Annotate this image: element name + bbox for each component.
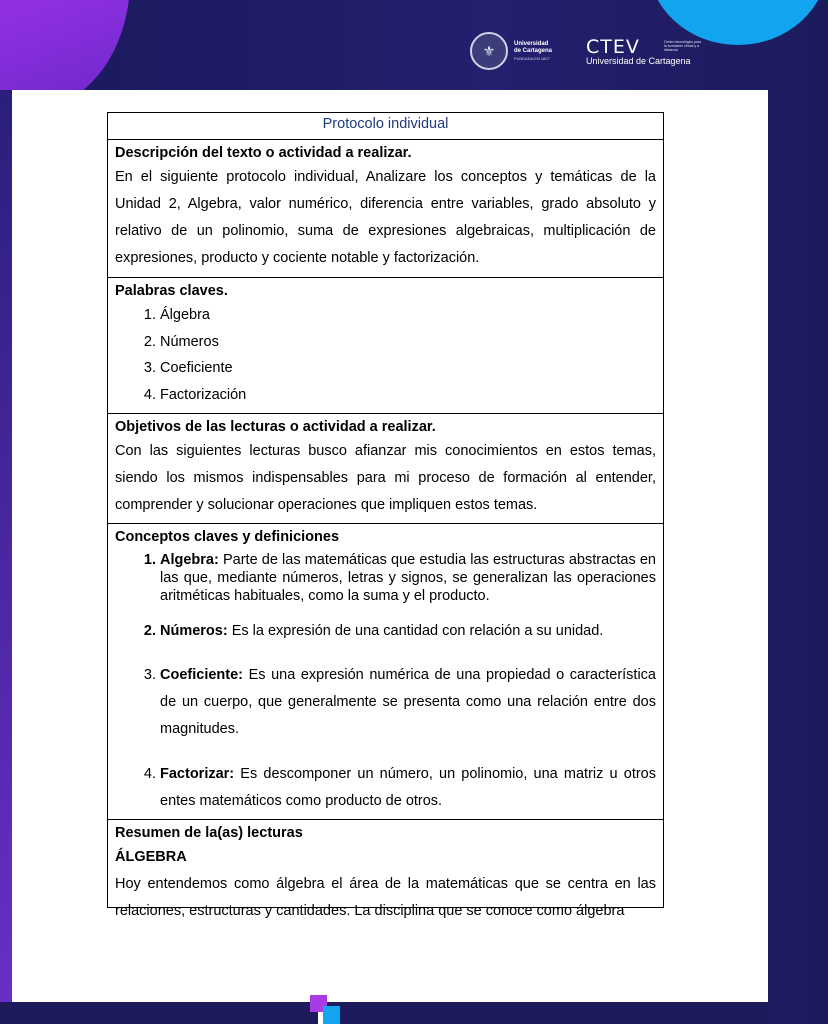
summary-subheading: ÁLGEBRA (115, 849, 187, 865)
summary-section (108, 822, 663, 925)
objectives-text: Con las siguientes lecturas busco afianzar mis conocimientos en estos temas, siendo los mismos indispensables para mi proceso de formación al entender, comprender y solucionar operaciones que impliquen estos temas. (115, 443, 656, 513)
footer-blue-square (323, 1006, 340, 1024)
university-seal-icon: ⚜ (470, 32, 508, 70)
keyword-item: 2. Números (160, 329, 656, 356)
concepts-heading: Conceptos claves y definiciones (115, 529, 340, 545)
concept-definition: Es descomponer un número, un polinomio, una matriz u otros entes matemáticos como producto de otros. (160, 766, 656, 809)
left-decorative-strip (0, 90, 12, 1024)
ctev-tagline: Centro tecnológico para la formación virtual y a distancia (664, 40, 702, 52)
concept-term: Números: (160, 623, 228, 639)
ctev-logo (586, 36, 702, 67)
summary-heading: Resumen de la(as) lecturas (115, 825, 303, 841)
universidad-logo (470, 32, 552, 70)
concept-definition: Es la expresión de una cantidad con relación a su unidad. (227, 623, 604, 639)
concepts-section (108, 526, 663, 820)
concept-definition: Es una expresión numérica de una propiedad o característica de un cuerpo, que generalmente se presenta como una relación entre dos magnitudes. (160, 667, 656, 737)
concept-term: Coeficiente: (160, 667, 243, 683)
concept-item (160, 548, 656, 605)
ctev-logo-text: CTEV (586, 36, 640, 58)
concept-item (160, 662, 656, 743)
footer-band (0, 1002, 768, 1024)
page-header (0, 0, 768, 90)
keyword-item: 4. Factorización (160, 382, 656, 409)
description-heading: Descripción del texto o actividad a realizar. (115, 145, 412, 161)
keyword-item: 3. Coeficiente (160, 355, 656, 382)
keyword-item: 1. Álgebra (160, 302, 656, 329)
university-logo-text (514, 41, 552, 62)
summary-text: Hoy entendemos como álgebra el área de la matemáticas que se centra en las relaciones, estructuras y cantidades. La disciplina que se conoce como álgebra (115, 876, 656, 919)
objectives-heading: Objetivos de las lecturas o actividad a realizar. (115, 419, 436, 435)
university-logo-line3: FUNDADA EN 1827 (514, 55, 550, 61)
objectives-section (108, 416, 663, 524)
ctev-subtitle: Universidad de Cartagena (586, 56, 691, 66)
protocol-title: Protocolo individual (108, 113, 663, 140)
description-section (108, 142, 663, 278)
keywords-section (108, 280, 663, 414)
concept-item (160, 622, 656, 640)
keywords-list (115, 302, 656, 408)
concept-item (160, 761, 656, 815)
protocol-table (107, 112, 664, 919)
university-logo-line2: de Cartagena (514, 47, 553, 54)
description-text: En el siguiente protocolo individual, Analizare los conceptos y temáticas de la Unidad 2, Algebra, valor numérico, diferencia entre variables, grado absoluto y relativo de un polinomio, suma de expresiones algebraicas, multiplicación de expresiones, producto y cociente notable y factorización. (115, 169, 656, 266)
university-logo-line1: Universidad (514, 40, 549, 47)
keywords-heading: Palabras claves. (115, 283, 228, 299)
concepts-list (115, 548, 656, 815)
concept-definition: Parte de las matemáticas que estudia las estructuras abstractas en las que, mediante números, letras y signos, se generalizan las operaciones aritméticas habituales, como la suma y el producto. (160, 552, 656, 604)
concept-term: Algebra: (160, 552, 219, 568)
concept-term: Factorizar: (160, 766, 235, 782)
